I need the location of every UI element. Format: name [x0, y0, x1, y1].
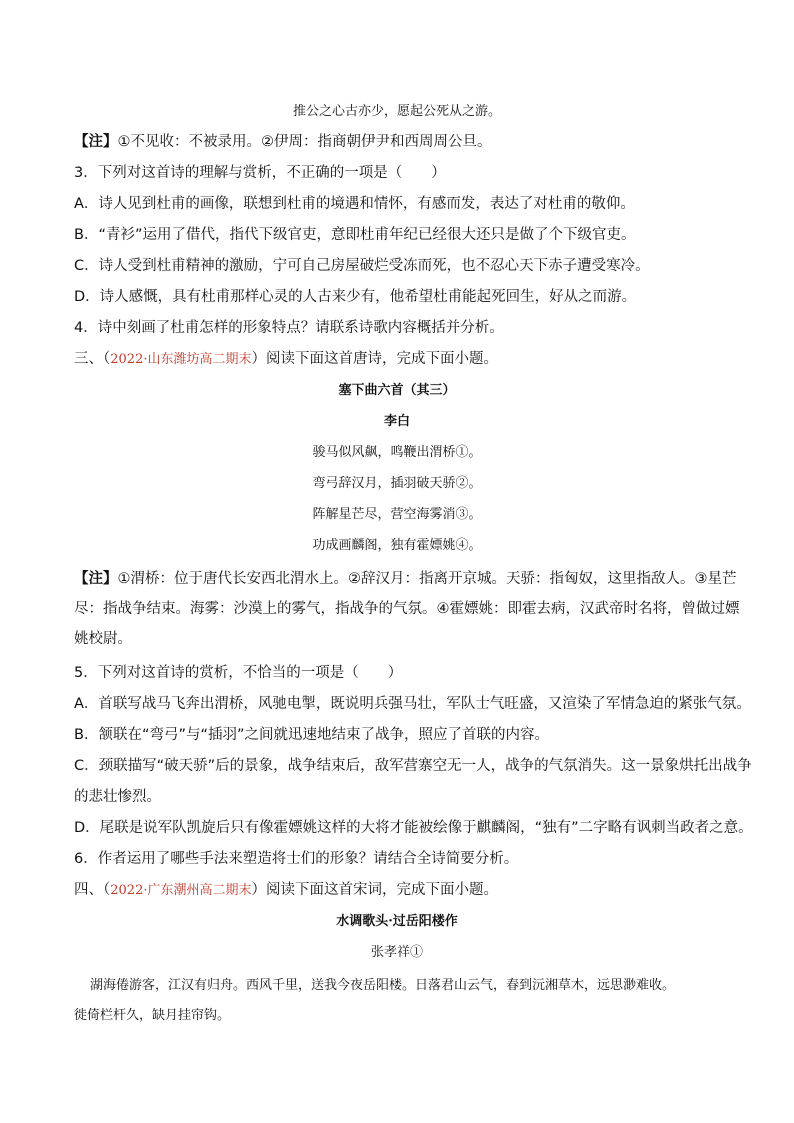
note-text: ①不见收：不被录用。②伊周：指商朝伊尹和西周周公旦。: [117, 134, 492, 150]
option-3d: D．诗人感慨，具有杜甫那样心灵的人古来少有，他希望杜甫能起死回生，好从之而游。: [74, 289, 637, 305]
poem-line: 弯弓辞汉月，插羽破天骄②。: [312, 476, 482, 491]
section-4-heading: [74, 880, 734, 901]
note-mark: 【注】: [74, 134, 118, 150]
section-3-heading: [74, 349, 734, 370]
option-5c: C．颈联描写“破天骄”后的景象，战争结束后，敌军营寨空无一人，战争的气氛消失。这一景象烘托出战争: [74, 758, 752, 774]
poem-line: 骏马似风飙，鸣鞭出渭桥①。: [312, 445, 482, 460]
question-4: 4．诗中刻画了杜甫怎样的形象特点？请联系诗歌内容概括并分析。: [74, 320, 504, 336]
section-suffix: ）阅读下面这首宋词，完成下面小题。: [251, 882, 498, 898]
poem-title: 水调歌头·过岳阳楼作: [336, 914, 458, 929]
note-paragraph: [74, 569, 737, 589]
option-5d: D．尾联是说军队凯旋后只有像霍嫖姚这样的大将才能被绘像于麒麟阁，“独有”二字略有讽刺当政者之意。: [74, 820, 753, 836]
source-tag: 2022·山东潍坊高二期末: [110, 352, 252, 367]
poem-line: 推公之心古亦少，愿起公死从之游。: [292, 104, 501, 119]
note-paragraph: [74, 132, 734, 152]
note-text: 尽：指战争结束。海雾：沙漠上的雾气，指战争的气氛。④霍嫖姚：即霍去病，汉武帝时名将，曾做过嫖: [74, 601, 740, 617]
section-prefix: 四、（: [74, 882, 111, 898]
question-6: 6．作者运用了哪些手法来塑造将士们的形象？请结合全诗简要分析。: [74, 851, 519, 867]
note-mark: 【注】: [74, 571, 118, 587]
question-3: 3．下列对这首诗的理解与赏析，不正确的一项是（ ）: [74, 165, 446, 181]
note-text: ①渭桥：位于唐代长安西北渭水上。②辞汉月：指离开京城。天骄：指匈奴，这里指敌人。③星芒: [117, 571, 737, 587]
option-3a: A．诗人见到杜甫的画像，联想到杜甫的境遇和情怀，有感而发，表达了对杜甫的敬仰。: [74, 196, 635, 212]
section-suffix: ）阅读下面这首唐诗，完成下面小题。: [251, 351, 498, 367]
poem-title: 塞下曲六首（其三）: [338, 383, 456, 398]
poem-author: 张孝祥①: [370, 945, 423, 960]
ci-line: 徙倚栏杆久，缺月挂帘钩。: [74, 1008, 231, 1023]
option-5b: B．颔联在“弯弓”与“插羽”之间就迅速地结束了战争，照应了首联的内容。: [74, 727, 549, 743]
option-3c: C．诗人受到杜甫精神的激励，宁可自己房屋破烂受冻而死，也不忍心天下赤子遭受寒冷。: [74, 258, 650, 274]
question-5: 5．下列对这首诗的赏析，不恰当的一项是（ ）: [74, 665, 403, 681]
poem-line: 阵解星芒尽，营空海雾消③。: [312, 507, 482, 522]
note-text: 姚校尉。: [74, 631, 132, 647]
poem-line: 功成画麟阁，独有霍嫖姚④。: [312, 538, 482, 553]
option-5a: A．首联写战马飞奔出渭桥，风驰电掣，既说明兵强马壮，军队士气旺盛，又渲染了军情急迫的紧张气氛。: [74, 696, 751, 712]
ci-line: 湖海倦游客，江汉有归舟。西风千里，送我今夜岳阳楼。日落君山云气，春到沅湘草木，远思渺难收。: [90, 978, 676, 993]
option-3b: B．“青衫”运用了借代，指代下级官吏，意即杜甫年纪已经很大还只是做了个下级官吏。: [74, 227, 636, 243]
source-tag: 2022·广东潮州高二期末: [110, 883, 252, 898]
section-prefix: 三、（: [74, 351, 111, 367]
poem-author: 李白: [383, 414, 410, 429]
option-5c-cont: 的悲壮惨烈。: [74, 789, 161, 805]
